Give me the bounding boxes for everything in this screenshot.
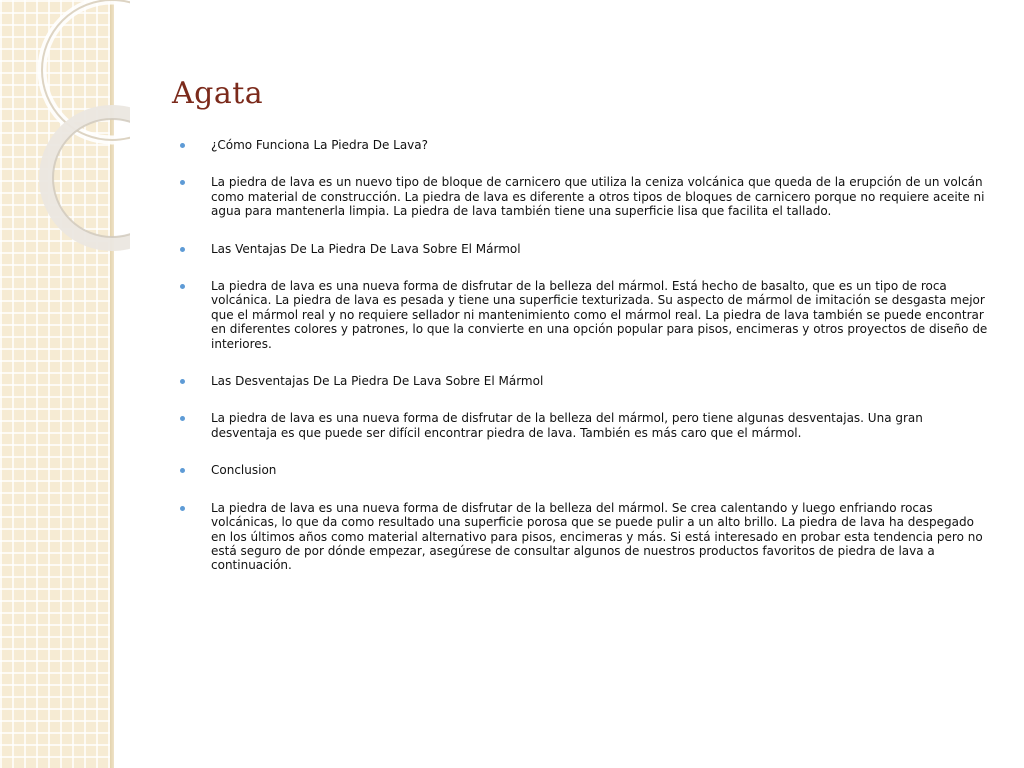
list-item xyxy=(180,463,992,477)
slide-title: Agata xyxy=(172,76,264,111)
bullet-dot-icon xyxy=(180,284,185,289)
bullet-text: Las Desventajas De La Piedra De Lava Sobre El Mármol xyxy=(211,374,544,389)
list-item xyxy=(180,242,992,256)
ring-decoration xyxy=(0,0,130,260)
bullet-dot-icon xyxy=(180,506,185,511)
bullet-dot-icon xyxy=(180,180,185,185)
bullet-dot-icon xyxy=(180,247,185,252)
bullet-dot-icon xyxy=(180,379,185,384)
list-item xyxy=(180,411,992,440)
bullet-list xyxy=(180,138,992,596)
list-item xyxy=(180,175,992,218)
bullet-dot-icon xyxy=(180,416,185,421)
list-item xyxy=(180,501,992,573)
bullet-text: La piedra de lava es una nueva forma de disfrutar de la belleza del mármol. Se crea calentando y luego enfriando rocas volcánicas, lo que da como resultado una superficie porosa que se puede pulir a un alto brillo. La piedra de lava ha despegado en los últimos años como material alternativo para pisos, encimeras y más. Si está interesado en probar esta tendencia pero no está seguro de por dónde empezar, asegúrese de consultar algunos de nuestros productos favoritos de piedra de lava a continuación. xyxy=(211,500,983,573)
bullet-dot-icon xyxy=(180,143,185,148)
bullet-text: La piedra de lava es un nuevo tipo de bloque de carnicero que utiliza la ceniza volcánica que queda de la erupción de un volcán como material de construcción. La piedra de lava es diferente a otros tipos de bloques de carnicero porque no requiere aceite ni agua para mantenerla limpia. La piedra de lava también tiene una superficie lisa que facilita el tallado. xyxy=(211,175,985,219)
bullet-text: Las Ventajas De La Piedra De Lava Sobre El Mármol xyxy=(211,241,521,256)
bullet-dot-icon xyxy=(180,468,185,473)
list-item xyxy=(180,374,992,388)
list-item xyxy=(180,279,992,351)
bullet-text: La piedra de lava es una nueva forma de disfrutar de la belleza del mármol, pero tiene algunas desventajas. Una gran desventaja es que puede ser difícil encontrar piedra de lava. También es más caro que el mármol. xyxy=(211,411,923,440)
list-item xyxy=(180,138,992,152)
bullet-text: La piedra de lava es una nueva forma de disfrutar de la belleza del mármol. Está hecho de basalto, que es un tipo de roca volcánica. La piedra de lava es pesada y tiene una superficie texturizada. Su aspecto de mármol de imitación se desgasta mejor que el mármol real y no requiere sellador ni mantenimiento como el mármol real. La piedra de lava también se puede encontrar en diferentes colores y patrones, lo que la convierte en una opción popular para pisos, encimeras y otros proyectos de diseño de interiores. xyxy=(211,279,988,351)
bullet-text: ¿Cómo Funciona La Piedra De Lava? xyxy=(211,138,429,152)
bullet-text: Conclusion xyxy=(211,463,277,478)
